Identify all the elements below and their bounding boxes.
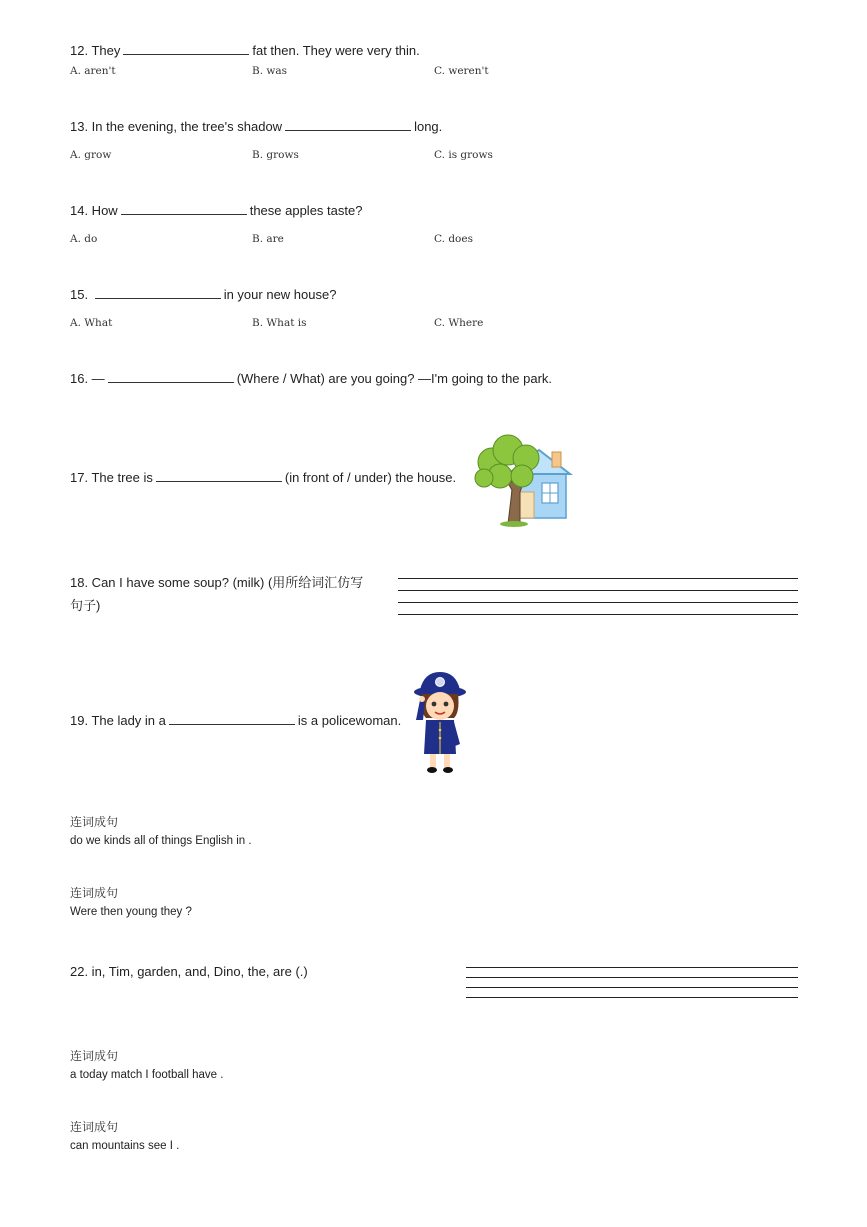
writing-line[interactable] <box>466 977 798 978</box>
section-label: 连词成句 <box>70 815 119 829</box>
question-text: 句子) <box>70 598 101 613</box>
writing-line[interactable] <box>466 967 798 968</box>
policewoman-illustration <box>410 670 470 776</box>
option-c[interactable]: C. does <box>434 233 473 245</box>
question-text: long. <box>414 119 443 134</box>
question-15 <box>70 287 336 302</box>
tree-and-house-illustration <box>470 432 578 528</box>
question-text: (in front of / under) the house. <box>284 470 457 485</box>
scrambled-words: can mountains see I . <box>70 1140 180 1152</box>
option-a[interactable]: A. grow <box>70 149 112 161</box>
option-a[interactable]: A. What <box>70 317 113 329</box>
scrambled-words: Were then young they ? <box>70 906 192 918</box>
question-text: 15. <box>70 287 89 302</box>
answer-blank[interactable] <box>108 371 234 383</box>
answer-blank[interactable] <box>285 119 411 131</box>
question-text: 19. The lady in a <box>70 713 166 728</box>
option-b[interactable]: B. are <box>252 233 284 245</box>
writing-line[interactable] <box>466 997 798 998</box>
writing-line[interactable] <box>398 578 798 579</box>
answer-blank[interactable] <box>121 203 247 215</box>
question-text: 13. In the evening, the tree's shadow <box>70 119 283 134</box>
option-c[interactable]: C. Where <box>434 317 484 329</box>
question-22: 22. in, Tim, garden, and, Dino, the, are (.) <box>70 964 308 979</box>
question-18 <box>70 572 363 614</box>
scrambled-words: a today match I football have . <box>70 1069 224 1081</box>
answer-blank[interactable] <box>169 713 295 725</box>
question-text: in your new house? <box>223 287 337 302</box>
scrambled-words: do we kinds all of things English in . <box>70 835 252 847</box>
question-text: 18. Can I have some soup? (milk) (用所给词汇仿写 <box>70 575 364 590</box>
question-19 <box>70 713 401 728</box>
answer-blank[interactable] <box>123 43 249 55</box>
option-c[interactable]: C. is grows <box>434 149 493 161</box>
option-a[interactable]: A. aren't <box>70 65 116 77</box>
question-12 <box>70 43 420 58</box>
question-13 <box>70 119 442 134</box>
question-text: these apples taste? <box>249 203 363 218</box>
answer-blank[interactable] <box>95 287 221 299</box>
option-b[interactable]: B. grows <box>252 149 299 161</box>
option-a[interactable]: A. do <box>70 233 98 245</box>
question-text: 17. The tree is <box>70 470 153 485</box>
question-text: (Where / What) are you going? —I'm going to the park. <box>236 371 553 386</box>
option-b[interactable]: B. What is <box>252 317 307 329</box>
question-text: 14. How <box>70 203 118 218</box>
question-16 <box>70 371 552 386</box>
writing-line[interactable] <box>398 614 798 615</box>
section-label: 连词成句 <box>70 886 119 900</box>
writing-line[interactable] <box>466 987 798 988</box>
section-label: 连词成句 <box>70 1049 119 1063</box>
question-14 <box>70 203 362 218</box>
option-c[interactable]: C. weren't <box>434 65 489 77</box>
writing-line[interactable] <box>398 590 798 591</box>
section-label: 连词成句 <box>70 1120 119 1134</box>
question-text: 16. — <box>70 371 105 386</box>
answer-blank[interactable] <box>156 470 282 482</box>
question-text: 12. They <box>70 43 121 58</box>
question-text: fat then. They were very thin. <box>252 43 420 58</box>
question-text: is a policewoman. <box>297 713 402 728</box>
question-17 <box>70 470 456 485</box>
option-b[interactable]: B. was <box>252 65 288 77</box>
writing-line[interactable] <box>398 602 798 603</box>
